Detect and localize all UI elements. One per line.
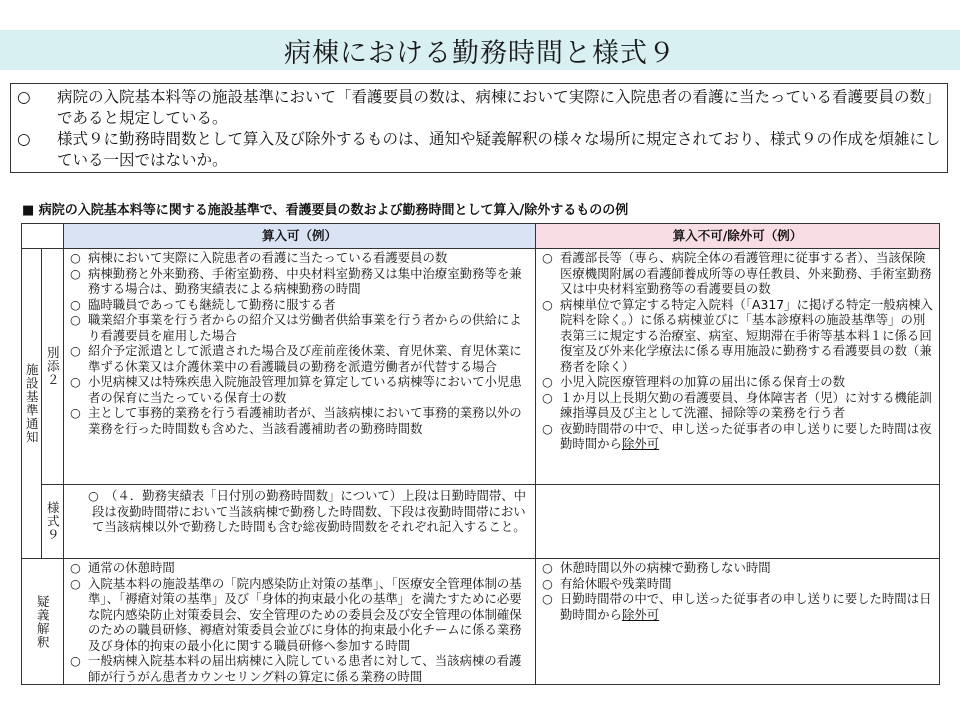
list-item: ○ 通常の休憩時間 [70, 560, 175, 575]
yoshiki-excluded-cell [536, 485, 939, 559]
list-item: ○ 小児入院医療管理料の加算の届出に係る保育士の数 [542, 374, 845, 389]
list-item: ○ 夜勤時間帯の中で、申し送った従事者の申し送りに要した時間は夜勤時間から除外可 [542, 420, 932, 451]
row-label-betten: 別添２ [42, 249, 64, 485]
betten-excluded-cell [536, 249, 939, 485]
list-item: ○ 休憩時間以外の病棟で勤務しない時間 [542, 560, 771, 575]
list-item: ○ 主として事務的業務を行う看護補助者が、当該病棟において事務的業務以外の業務を行った時間数も含めた、当該看護補助者の勤務時間数 [70, 405, 522, 436]
summary-paragraph [17, 87, 941, 129]
summary-paragraph [17, 129, 941, 171]
list-item: ○ 病棟勤務と外来勤務、手術室勤務、中央材料室勤務又は集中治療室勤務等を兼務する場合は、勤務実績表による病棟勤務の時間 [70, 265, 522, 296]
list-item: ○ 病棟単位で算定する特定入院料（「A317」に掲げる特定一般病棟入院料を除く。）に係る病棟並びに「基本診療料の施設基準等」の別表第三に規定する治療室、病室、短期滞在手術等基本料１に係る回復室及び外来化学療法に係る専用施設に勤務する看護要員の数（兼務者を除く） [542, 296, 933, 374]
section-heading: ■ 病院の入院基本料等に関する施設基準で、看護要員の数および勤務時間として算入/除外するものの例 [22, 203, 629, 218]
yoshiki-text: ○ （４．勤務実績表「日付別の勤務時間数」について）上段は日勤時間帯、中段は夜勤時間帯において当該病棟で勤務した時間数、下段は夜勤時間帯において当該病棟以外で勤務した時間も含む総夜勤時間数をそれぞれ記入すること。 [88, 488, 527, 534]
gigi-excluded-cell [536, 559, 939, 684]
betten-allowed-cell [64, 249, 536, 485]
summary-text: 病院の入院基本料等の施設基準において「看護要員の数は、病棟において実際に入院患者の看護に当たっている看護要員の数」であると規定している。 [57, 88, 941, 127]
row-label-gigi: 疑義解釈 [22, 559, 64, 684]
row-label-yoshiki: 様式９ [42, 485, 64, 559]
row-label-shisetsu: 施設基準通知 [22, 249, 42, 559]
summary-text: 様式９に勤務時間数として算入及び除外するものは、通知や疑義解釈の様々な場所に規定されており、様式９の作成を煩雑にしている一因ではないか。 [57, 130, 941, 169]
list-item: ○ １か月以上長期欠勤の看護要員、身体障害者（児）に対する機能訓練指導員及び主として洗濯、掃除等の業務を行う者 [542, 389, 932, 420]
list-item: ○ 職業紹介事業を行う者からの紹介又は労働者供給事業を行う者からの供給により看護要員を雇用した場合 [70, 312, 522, 343]
summary-bullet: ○ [17, 88, 31, 106]
list-item: ○ 一般病棟入院基本料の届出病棟に入院している患者に対して、当該病棟の看護師が行うがん患者カウンセリング料の算定に係る業務の時間 [70, 653, 522, 684]
list-item: ○ 有給休暇や残業時間 [542, 575, 672, 591]
header-allowed: 算入可（例） [64, 224, 536, 249]
list-item: ○ 病棟において実際に入院患者の看護に当たっている看護要員の数 [70, 250, 448, 265]
page-title: 病棟における勤務時間と様式９ [0, 30, 960, 70]
yoshiki-allowed-cell [64, 485, 536, 559]
header-excluded: 算入不可/除外可（例） [536, 224, 939, 249]
list-item: ○ 臨時職員であっても継続して勤務に服する者 [70, 296, 336, 312]
summary-box [10, 83, 948, 173]
header-blank-cell [22, 224, 64, 249]
criteria-table [21, 223, 940, 685]
list-item: ○ 小児病棟又は特殊疾患入院施設管理加算を算定している病棟等において小児患者の保育に当たっている保育士の数 [70, 374, 522, 405]
list-item: ○ 看護部長等（専ら、病院全体の看護管理に従事する者）、当該保険医療機関附属の看護師養成所等の専任教員、外来勤務、手術室勤務又は中央材料室勤務等の看護要員の数 [542, 250, 932, 296]
list-item: ○ 入院基本料の施設基準の「院内感染防止対策の基準」、「医療安全管理体制の基準」、「褥瘡対策の基準」及び「身体的拘束最小化の基準」を満たすために必要な院内感染防止対策委員会、安全管理のための委員会及び安全管理の体制確保のための職員研修、褥瘡対策委員会並びに身体的拘束最小化チームに係る業務及び身体的拘束の最小化に関する職員研修へ参加する時間 [70, 575, 522, 653]
summary-bullet: ○ [17, 130, 31, 148]
list-item: ○ 日勤時間帯の中で、申し送った従事者の申し送りに要した時間は日勤時間から除外可 [542, 591, 932, 622]
list-item: ○ 紹介予定派遣として派遣された場合及び産前産後休業、育児休業、育児休業に準ずる休業又は介護休業中の看護職員の勤務を派遣労働者が代替する場合 [70, 343, 522, 374]
gigi-allowed-cell [64, 559, 536, 684]
